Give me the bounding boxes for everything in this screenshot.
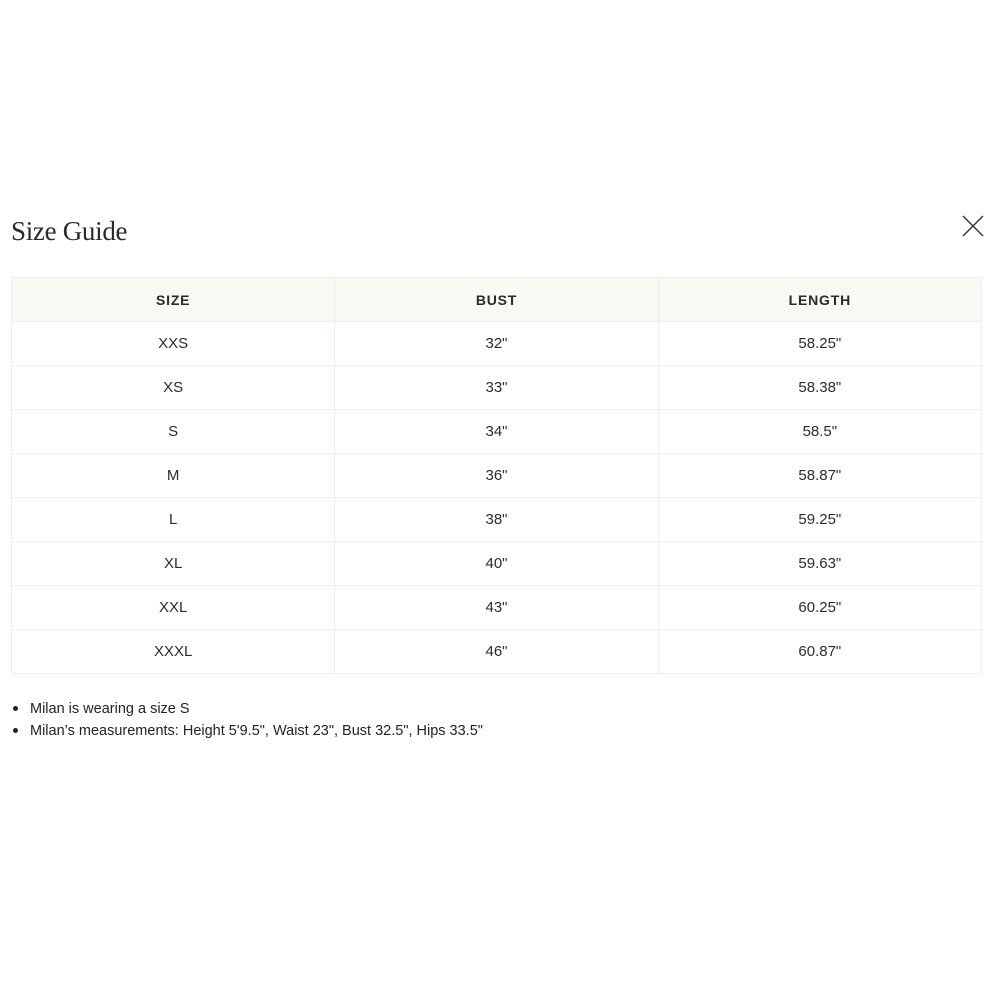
table-header-row <box>12 278 982 322</box>
table-row <box>12 322 982 366</box>
column-header-length: LENGTH <box>658 278 981 322</box>
bullet-icon <box>13 728 18 733</box>
cell-length: 58.38" <box>658 366 981 410</box>
table-row <box>12 410 982 454</box>
cell-bust: 43" <box>335 586 658 630</box>
cell-bust: 46" <box>335 630 658 674</box>
column-header-bust: BUST <box>335 278 658 322</box>
cell-length: 60.87" <box>658 630 981 674</box>
close-icon <box>957 210 989 242</box>
cell-size: XXS <box>12 322 335 366</box>
list-item <box>11 720 483 742</box>
table-row <box>12 542 982 586</box>
cell-bust: 38" <box>335 498 658 542</box>
size-table <box>11 277 982 674</box>
table-row <box>12 586 982 630</box>
cell-size: XXXL <box>12 630 335 674</box>
cell-size: XS <box>12 366 335 410</box>
cell-length: 60.25" <box>658 586 981 630</box>
column-header-size: SIZE <box>12 278 335 322</box>
cell-size: L <box>12 498 335 542</box>
list-item <box>11 698 483 720</box>
cell-size: S <box>12 410 335 454</box>
cell-bust: 32" <box>335 322 658 366</box>
table-row <box>12 630 982 674</box>
cell-length: 58.5" <box>658 410 981 454</box>
cell-size: M <box>12 454 335 498</box>
cell-bust: 34" <box>335 410 658 454</box>
cell-size: XXL <box>12 586 335 630</box>
modal-title: Size Guide <box>11 216 128 246</box>
cell-bust: 36" <box>335 454 658 498</box>
table-row <box>12 366 982 410</box>
cell-length: 58.87" <box>658 454 981 498</box>
cell-length: 59.63" <box>658 542 981 586</box>
cell-bust: 40" <box>335 542 658 586</box>
cell-length: 58.25" <box>658 322 981 366</box>
close-button[interactable] <box>957 210 989 242</box>
table-row <box>12 498 982 542</box>
cell-size: XL <box>12 542 335 586</box>
model-measurements-note: Milan’s measurements: Height 5'9.5", Waist 23", Bust 32.5", Hips 33.5" <box>30 723 483 739</box>
table-row <box>12 454 982 498</box>
cell-length: 59.25" <box>658 498 981 542</box>
cell-bust: 33" <box>335 366 658 410</box>
fit-notes-list <box>11 698 483 742</box>
bullet-icon <box>13 706 18 711</box>
model-size-note: Milan is wearing a size S <box>30 701 190 717</box>
